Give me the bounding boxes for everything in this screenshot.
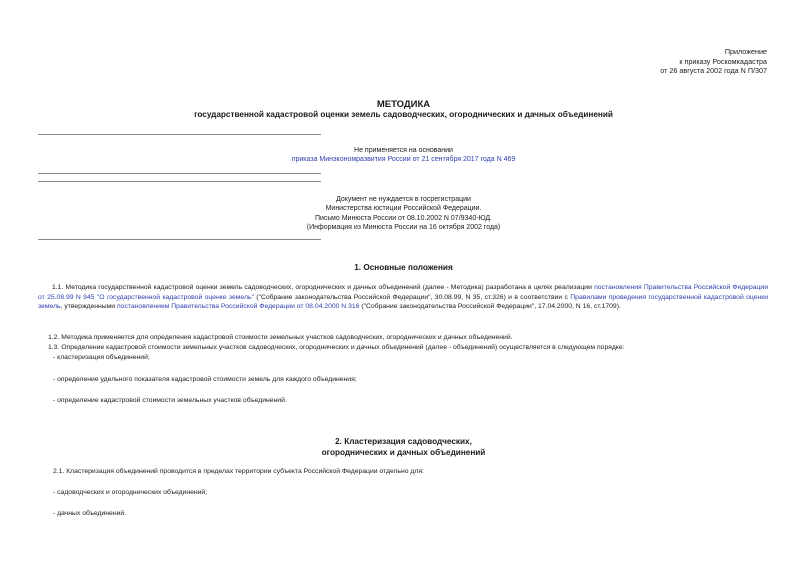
paragraph-text: , утвержденными: [60, 303, 117, 310]
divider: [38, 173, 321, 174]
notice-text: Не применяется на основании: [354, 147, 453, 154]
list-item: - садоводческих и огороднических объединений;: [53, 489, 208, 496]
paragraph-text: 1.1. Методика государственной кадастровой оценки земель садоводческих, огороднических и дачных объединений (далее - Методика) разработана в целях реализации: [52, 284, 595, 291]
divider: [38, 239, 321, 240]
divider: [38, 134, 321, 135]
registration-block: [0, 195, 807, 233]
paragraph-1-1: [38, 283, 768, 312]
appendix-line: от 26 августа 2002 года N П/307: [660, 66, 767, 75]
paragraph-text: ("Собрание законодательства Российской Федерации", 17.04.2000, N 16, ст.1709).: [359, 303, 621, 310]
registration-line: Письмо Минюста России от 08.10.2002 N 07/9340-ЮД.: [314, 214, 493, 222]
list-item: - определение удельного показателя кадастровой стоимости земель для каждого объединения;: [53, 376, 357, 383]
list-item: - определение кадастровой стоимости земельных участков объединений.: [53, 397, 287, 404]
paragraph-text: ("Собрание законодательства Российской Федерации", 30.08.99, N 35, ст.326) и в соответствии с: [253, 293, 571, 301]
decree-316-link[interactable]: постановлением Правительства Российской Федерации от 08.04.2000 N 316: [117, 303, 360, 310]
list-item: - кластеризация объединений;: [53, 354, 150, 361]
section2-heading-line: 2. Кластеризация садоводческих,: [335, 437, 472, 446]
rules-link[interactable]: Правилами проведения государственной кадастровой оценки земель: [38, 293, 769, 310]
section1-heading: 1. Основные положения: [354, 263, 453, 272]
document-title: МЕТОДИКА: [376, 99, 431, 110]
paragraph-1-3: 1.3. Определение кадастровой стоимости земельных участков садоводческих, огороднических и дачных объединений (далее - объединений) осуществляется в следующем порядке:: [48, 344, 625, 351]
decree-945-link[interactable]: постановления Правительства Российской Федерации от 25.08.99 N 945 "О государственной кадастровой оценке земель": [38, 284, 768, 301]
appendix-block: [660, 47, 767, 76]
notice-link[interactable]: приказа Минэкономразвития России от 21 сентября 2017 года N 469: [291, 156, 516, 164]
list-item: - дачных объединений.: [53, 510, 127, 517]
divider: [38, 181, 321, 182]
registration-line: Документ не нуждается в госрегистрации: [336, 196, 471, 203]
paragraph-1-2: 1.2. Методика применяется для определения кадастровой стоимости земельных участков садоводческих, огороднических и дачных объединений.: [48, 334, 513, 341]
registration-line: Министерства юстиции Российской Федерации.: [325, 205, 482, 213]
registration-line: (Информация из Минюста России на 16 октября 2002 года): [306, 224, 501, 232]
appendix-line: Приложение: [724, 47, 767, 56]
section2-heading-line: огороднических и дачных объединений: [321, 448, 486, 457]
paragraph-2-1: 2.1. Кластеризация объединений проводится в пределах территории субъекта Российской Федерации отдельно для:: [53, 468, 424, 475]
appendix-line: к приказу Роскомкадастра: [679, 56, 767, 66]
section2-heading: [0, 436, 807, 458]
document-subtitle: государственной кадастровой оценки земель садоводческих, огороднических и дачных объединений: [194, 110, 613, 119]
notice-block: [0, 146, 807, 165]
